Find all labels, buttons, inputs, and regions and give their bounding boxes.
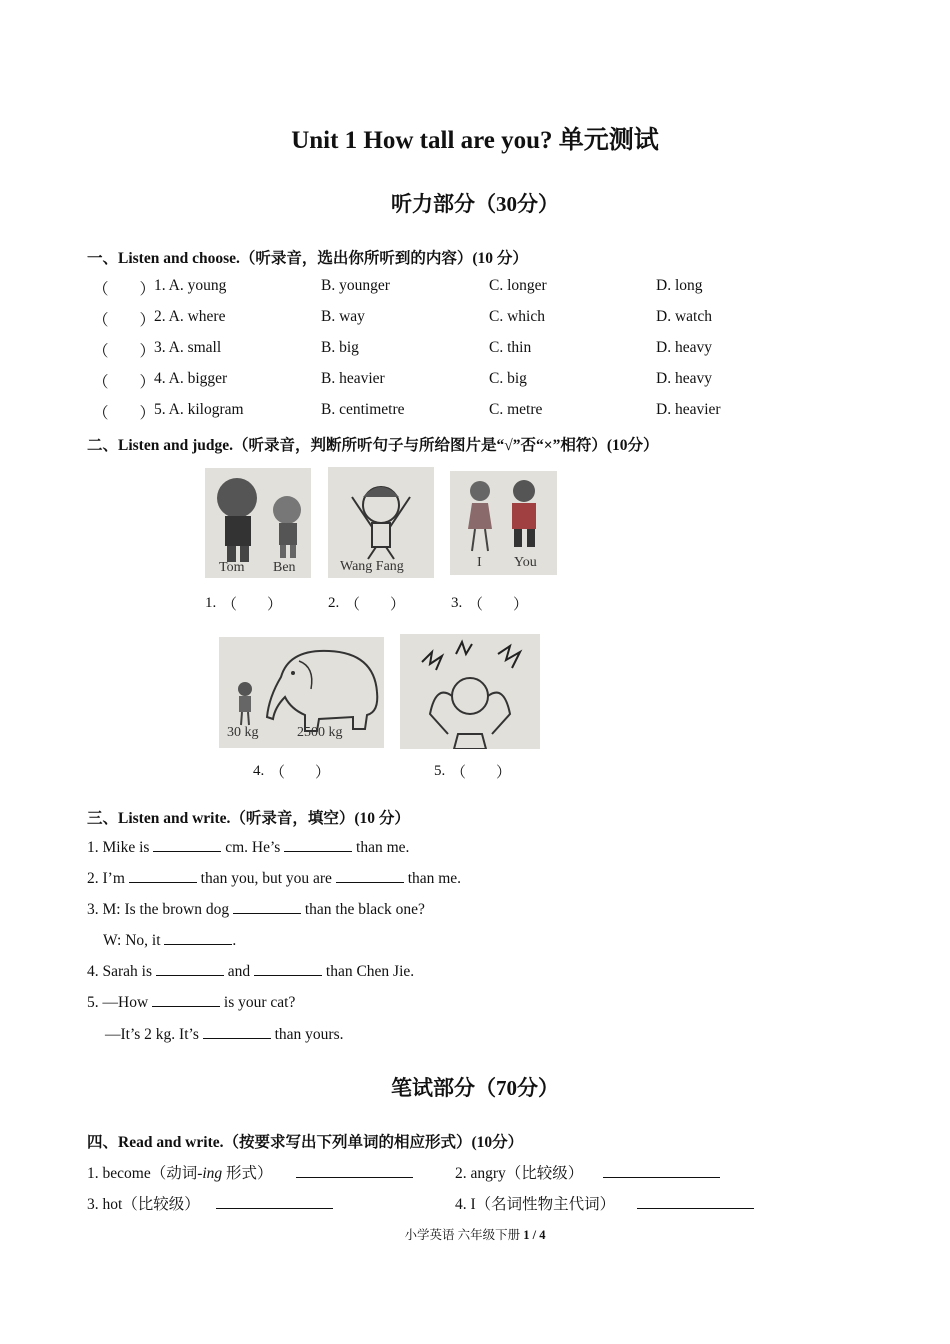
judge-number: 2. xyxy=(328,595,340,611)
question-option-d: D. heavy xyxy=(656,339,712,356)
picture-tom-ben xyxy=(205,468,311,578)
question-option-a: 5. A. kilogram xyxy=(154,401,244,418)
question-option-b: B. younger xyxy=(321,277,390,294)
item-prompt-suffix: 形式） xyxy=(222,1165,273,1182)
word-form-item xyxy=(87,1192,200,1214)
picture-boy-elephant xyxy=(219,637,384,748)
listening-section-header: 听力部分（30分） xyxy=(391,192,559,216)
question-option-b: B. way xyxy=(321,308,365,325)
section-1-heading: 一、Listen and choose.（听录音，选出你所听到的内容）(10 分） xyxy=(87,250,528,267)
question-option-d: D. long xyxy=(656,277,703,294)
question-option-b: B. centimetre xyxy=(321,401,405,418)
section-4-heading: 四、Read and write.（按要求写出下列单词的相应形式）(10分） xyxy=(87,1134,524,1151)
judge-number: 5. xyxy=(434,763,446,779)
question-option-b: B. heavier xyxy=(321,370,385,387)
answer-blank[interactable] xyxy=(153,837,221,852)
question-option-b: B. big xyxy=(321,339,359,356)
item-prompt: 3. hot（比较级） xyxy=(87,1196,200,1213)
question-option-d: D. heavier xyxy=(656,401,721,418)
footer-text: 小学英语 六年级下册 xyxy=(404,1228,524,1242)
picture-label: I xyxy=(477,555,482,570)
judge-bracket[interactable]: （ ） xyxy=(345,597,406,613)
answer-blank[interactable] xyxy=(637,1194,754,1209)
picture-wang-fang xyxy=(328,467,434,578)
answer-bracket[interactable]: （ ） xyxy=(93,312,156,329)
line-text: 1. Mike is xyxy=(87,839,154,856)
judge-number: 4. xyxy=(253,763,265,779)
judge-bracket[interactable]: （ ） xyxy=(451,765,512,781)
judge-bracket[interactable]: （ ） xyxy=(468,597,529,613)
picture-label: Ben xyxy=(273,560,296,575)
line-text: than me. xyxy=(403,870,462,887)
judge-number: 3. xyxy=(451,595,463,611)
word-form-item xyxy=(455,1192,615,1214)
page-title: Unit 1 How tall are you? 单元测试 xyxy=(291,127,659,154)
question-option-a: 2. A. where xyxy=(154,308,226,325)
question-option-c: C. big xyxy=(489,370,527,387)
judge-bracket[interactable]: （ ） xyxy=(270,765,331,781)
judge-number: 1. xyxy=(205,595,217,611)
line-text: W: No, it xyxy=(103,932,165,949)
question-option-a: 3. A. small xyxy=(154,339,222,356)
question-option-a: 4. A. bigger xyxy=(154,370,228,387)
line-text: than yours. xyxy=(270,1026,344,1043)
page-number: 1 / 4 xyxy=(523,1228,546,1242)
answer-bracket[interactable]: （ ） xyxy=(93,281,156,298)
answer-blank[interactable] xyxy=(152,992,220,1007)
answer-blank[interactable] xyxy=(129,868,197,883)
answer-blank[interactable] xyxy=(336,868,404,883)
line-text: 5. —How xyxy=(87,994,153,1011)
line-text: cm. He’s xyxy=(221,839,285,856)
fill-in-line xyxy=(87,961,414,981)
question-option-d: D. heavy xyxy=(656,370,712,387)
answer-blank[interactable] xyxy=(216,1194,333,1209)
section-2-heading: 二、Listen and judge.（听录音，判断所听句子与所给图片是“√”否“×”相符）(10分） xyxy=(87,437,659,454)
picture-label: 2500 kg xyxy=(297,725,343,740)
line-text: . xyxy=(232,932,237,949)
fill-in-line xyxy=(87,868,461,888)
line-text: 3. M: Is the brown dog xyxy=(87,901,233,918)
answer-bracket[interactable]: （ ） xyxy=(93,405,156,422)
line-text: 4. Sarah is xyxy=(87,963,156,980)
line-text: —It’s 2 kg. It’s xyxy=(105,1026,203,1043)
question-option-c: C. metre xyxy=(489,401,543,418)
page-footer xyxy=(0,1225,950,1243)
answer-blank[interactable] xyxy=(233,899,301,914)
answer-blank[interactable] xyxy=(203,1024,271,1039)
word-form-item xyxy=(455,1161,583,1183)
item-prompt: 4. I（名词性物主代词） xyxy=(455,1196,616,1213)
answer-blank[interactable] xyxy=(603,1163,720,1178)
picture-headache xyxy=(400,634,540,749)
item-prompt: 1. become（动词- xyxy=(87,1165,203,1182)
question-option-c: C. thin xyxy=(489,339,532,356)
answer-blank[interactable] xyxy=(156,961,224,976)
fill-in-line xyxy=(87,837,409,857)
picture-i-you xyxy=(450,471,557,575)
line-text: and xyxy=(223,963,255,980)
written-section-header: 笔试部分（70分） xyxy=(391,1076,559,1100)
section-3-heading: 三、Listen and write.（听录音，填空）(10 分） xyxy=(87,810,410,827)
line-text: than Chen Jie. xyxy=(322,963,415,980)
question-option-c: C. longer xyxy=(489,277,547,294)
item-prompt-italic: ing xyxy=(202,1165,223,1182)
fill-in-line xyxy=(105,1024,344,1044)
answer-blank[interactable] xyxy=(164,930,232,945)
picture-label: 30 kg xyxy=(227,725,259,740)
judge-bracket[interactable]: （ ） xyxy=(222,597,283,613)
fill-in-line xyxy=(87,992,295,1012)
picture-label: You xyxy=(514,555,537,570)
question-option-d: D. watch xyxy=(656,308,712,325)
answer-blank[interactable] xyxy=(284,837,352,852)
answer-bracket[interactable]: （ ） xyxy=(93,374,156,391)
word-form-item xyxy=(87,1161,273,1183)
fill-in-line xyxy=(103,930,236,950)
item-prompt: 2. angry（比较级） xyxy=(455,1165,584,1182)
picture-label: Wang Fang xyxy=(340,559,404,574)
line-text: than you, but you are xyxy=(196,870,336,887)
line-text: is your cat? xyxy=(220,994,296,1011)
line-text: than me. xyxy=(352,839,410,856)
answer-blank[interactable] xyxy=(296,1163,413,1178)
answer-blank[interactable] xyxy=(254,961,322,976)
answer-bracket[interactable]: （ ） xyxy=(93,343,156,360)
question-option-a: 1. A. young xyxy=(154,277,227,294)
fill-in-line xyxy=(87,899,425,919)
line-text: 2. I’m xyxy=(87,870,129,887)
line-text: than the black one? xyxy=(300,901,425,918)
question-option-c: C. which xyxy=(489,308,545,325)
picture-label: Tom xyxy=(219,560,245,575)
